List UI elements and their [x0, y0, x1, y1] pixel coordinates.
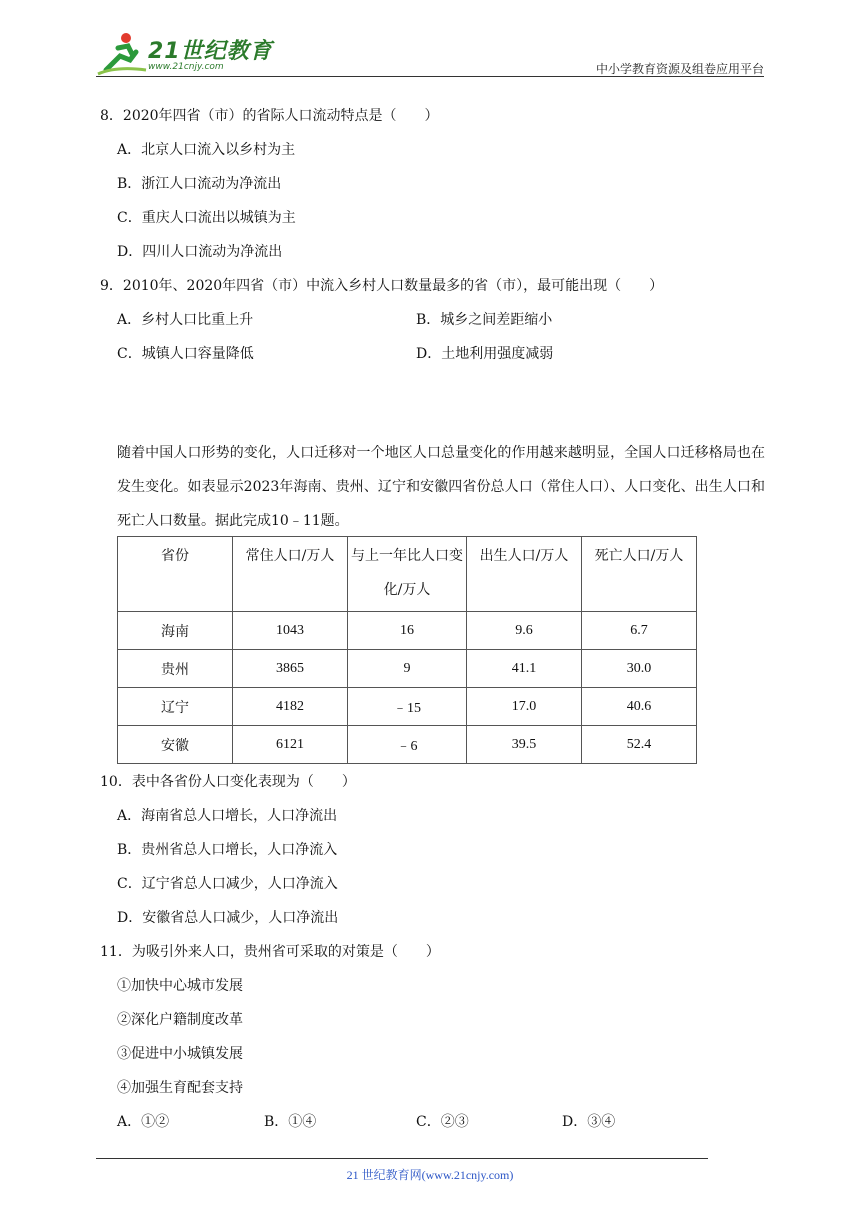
platform-title: 中小学教育资源及组卷应用平台	[595, 62, 764, 76]
table-cell: 41.1	[467, 650, 582, 688]
table-row	[118, 688, 697, 726]
question-10-stem: 10．表中各省份人口变化表现为（ ）	[100, 774, 356, 790]
question-11-stem: 11．为吸引外来人口，贵州省可采取的对策是（ ）	[100, 944, 440, 960]
question-10-option-a: A．海南省总人口增长，人口净流出	[117, 808, 338, 824]
table-cell: 17.0	[467, 688, 582, 726]
table-header-cell: 省份	[118, 537, 233, 612]
table-cell: 30.0	[582, 650, 697, 688]
table-cell: 39.5	[467, 726, 582, 764]
logo-text: 21世纪教育	[148, 39, 273, 64]
question-10-option-d: D．安徽省总人口减少，人口净流出	[117, 910, 339, 926]
footer-divider	[96, 1158, 708, 1159]
table-header-row	[118, 537, 697, 612]
table-cell: ﹣15	[348, 688, 467, 726]
question-10-option-c: C．辽宁省总人口减少，人口净流入	[117, 876, 338, 892]
province-cell: 海南	[118, 612, 233, 650]
question-11-item-3: ③促进中小城镇发展	[117, 1046, 243, 1062]
question-11-option-d: D．③④	[562, 1114, 616, 1130]
table-cell: 4182	[233, 688, 348, 726]
table-cell: 52.4	[582, 726, 697, 764]
question-9-option-d: D．土地利用强度减弱	[416, 346, 554, 362]
table-header-cell: 与上一年比人口变化/万人	[348, 537, 467, 612]
question-8-option-c: C．重庆人口流出以城镇为主	[117, 210, 296, 226]
table-cell: 40.6	[582, 688, 697, 726]
logo-url: www.21cnjy.com	[148, 62, 224, 72]
question-9-option-b: B．城乡之间差距缩小	[416, 312, 553, 328]
table-cell: 9.6	[467, 612, 582, 650]
population-table	[117, 536, 697, 764]
question-11-option-a: A．①②	[117, 1114, 170, 1130]
question-11-item-1: ①加快中心城市发展	[117, 978, 243, 994]
question-11-item-2: ②深化户籍制度改革	[117, 1012, 243, 1028]
question-10-option-b: B．贵州省总人口增长，人口净流入	[117, 842, 338, 858]
table-cell: 3865	[233, 650, 348, 688]
question-8-option-d: D．四川人口流动为净流出	[117, 244, 283, 260]
table-cell: 6.7	[582, 612, 697, 650]
table-header-cell: 出生人口/万人	[467, 537, 582, 612]
table-header-cell: 常住人口/万人	[233, 537, 348, 612]
province-cell: 安徽	[118, 726, 233, 764]
table-cell: 16	[348, 612, 467, 650]
table-header-cell: 死亡人口/万人	[582, 537, 697, 612]
table-row	[118, 726, 697, 764]
runner-logo-icon	[96, 30, 152, 76]
table-row	[118, 650, 697, 688]
question-11-option-b: B．①④	[264, 1114, 317, 1130]
question-9-option-c: C．城镇人口容量降低	[117, 346, 254, 362]
table-cell: 1043	[233, 612, 348, 650]
question-8-stem: 8．2020年四省（市）的省际人口流动特点是（ ）	[100, 108, 439, 124]
province-cell: 贵州	[118, 650, 233, 688]
reading-passage: 随着中国人口形势的变化，人口迁移对一个地区人口总量变化的作用越来越明显，全国人口迁移格局也在发生变化。如表显示2023年海南、贵州、辽宁和安徽四省份总人口（常住人口）、人口变化、出生人口和死亡人口数量。据此完成10﹣11题。	[117, 445, 765, 529]
question-8-option-b: B．浙江人口流动为净流出	[117, 176, 282, 192]
question-9-option-a: A．乡村人口比重上升	[117, 312, 254, 328]
question-8-option-a: A．北京人口流入以乡村为主	[117, 142, 296, 158]
question-11-item-4: ④加强生育配套支持	[117, 1080, 243, 1096]
question-11-option-c: C．②③	[416, 1114, 469, 1130]
table-row	[118, 612, 697, 650]
table-cell: 6121	[233, 726, 348, 764]
header-divider	[96, 76, 764, 77]
question-9-stem: 9．2010年、2020年四省（市）中流入乡村人口数量最多的省（市），最可能出现（ ）	[100, 278, 664, 294]
province-cell: 辽宁	[118, 688, 233, 726]
footer-link[interactable]: 21 世纪教育网(www.21cnjy.com)	[346, 1168, 514, 1182]
table-cell: 9	[348, 650, 467, 688]
table-cell: ﹣6	[348, 726, 467, 764]
